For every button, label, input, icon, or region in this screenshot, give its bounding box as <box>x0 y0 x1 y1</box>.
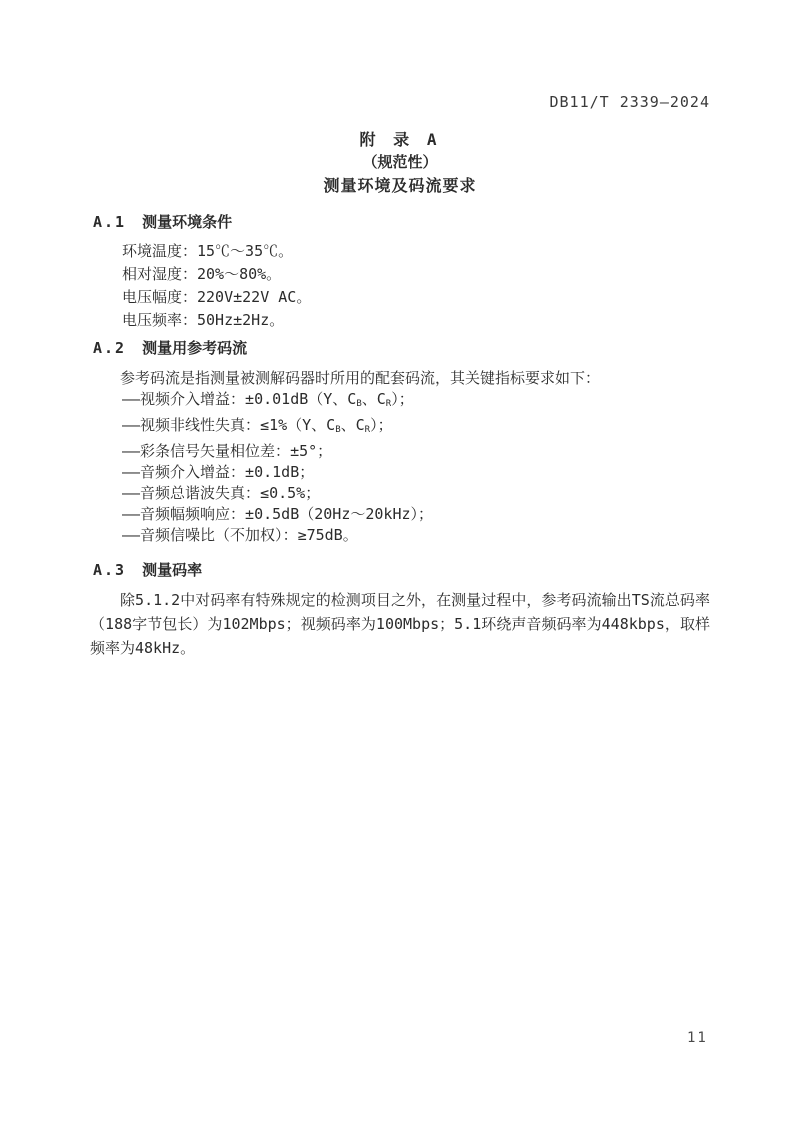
section-a3-number: A.3 <box>93 561 127 579</box>
appendix-subject-title: 测量环境及码流要求 <box>323 176 477 195</box>
spec-list-item: ——音频介入增益：±0.1dB； <box>122 463 315 481</box>
reference-stream-spec-list <box>122 389 710 546</box>
condition-line: 电压频率：50Hz±2Hz。 <box>122 311 285 329</box>
section-a1 <box>90 211 710 332</box>
bitrate-paragraph: 除5.1.2中对码率有特殊规定的检测项目之外，在测量过程中，参考码流输出TS流总码率（188字节包长）为102Mbps；视频码率为100Mbps；5.1环绕声音频码率为448kbps，取样频率为48kHz。 <box>90 591 710 657</box>
section-a1-title: 测量环境条件 <box>142 213 233 231</box>
spec-list-item: ——视频非线性失真：≤1%（Y、$C_B$、$C_R$）； <box>122 416 393 435</box>
environment-conditions-list <box>122 240 710 332</box>
section-a3-title: 测量码率 <box>142 561 203 579</box>
section-a2 <box>90 337 710 546</box>
section-a2-number: A.2 <box>93 339 127 357</box>
spec-list-item: ——视频介入增益：±0.01dB（Y、$C_B$、$C_R$）； <box>122 390 414 409</box>
section-a3 <box>90 559 710 660</box>
section-a1-heading <box>93 211 710 233</box>
title-block <box>90 128 710 197</box>
section-a3-heading <box>93 559 710 581</box>
normative-label: （规范性） <box>362 153 438 171</box>
condition-line: 相对湿度：20%～80%。 <box>122 265 282 283</box>
appendix-title: 附 录 A <box>359 130 441 149</box>
spec-list-item: ——音频幅频响应：±0.5dB（20Hz～20kHz）； <box>122 505 434 523</box>
reference-stream-intro: 参考码流是指测量被测解码器时所用的配套码流，其关键指标要求如下： <box>120 369 601 387</box>
section-a1-number: A.1 <box>93 213 127 231</box>
spec-list-item: ——音频总谐波失真：≤0.5%； <box>122 484 321 502</box>
condition-line: 环境温度：15℃～35℃。 <box>122 242 294 260</box>
condition-line: 电压幅度：220V±22V AC。 <box>122 288 312 306</box>
section-a2-heading <box>93 337 710 359</box>
section-a2-title: 测量用参考码流 <box>142 339 248 357</box>
spec-list-item: ——音频信噪比（不加权）：≥75dB。 <box>122 526 358 544</box>
spec-list-item: ——彩条信号矢量相位差：±5°； <box>122 442 333 460</box>
doc-number-header: DB11/T 2339—2024 <box>549 93 710 111</box>
page-number: 11 <box>687 1030 708 1046</box>
